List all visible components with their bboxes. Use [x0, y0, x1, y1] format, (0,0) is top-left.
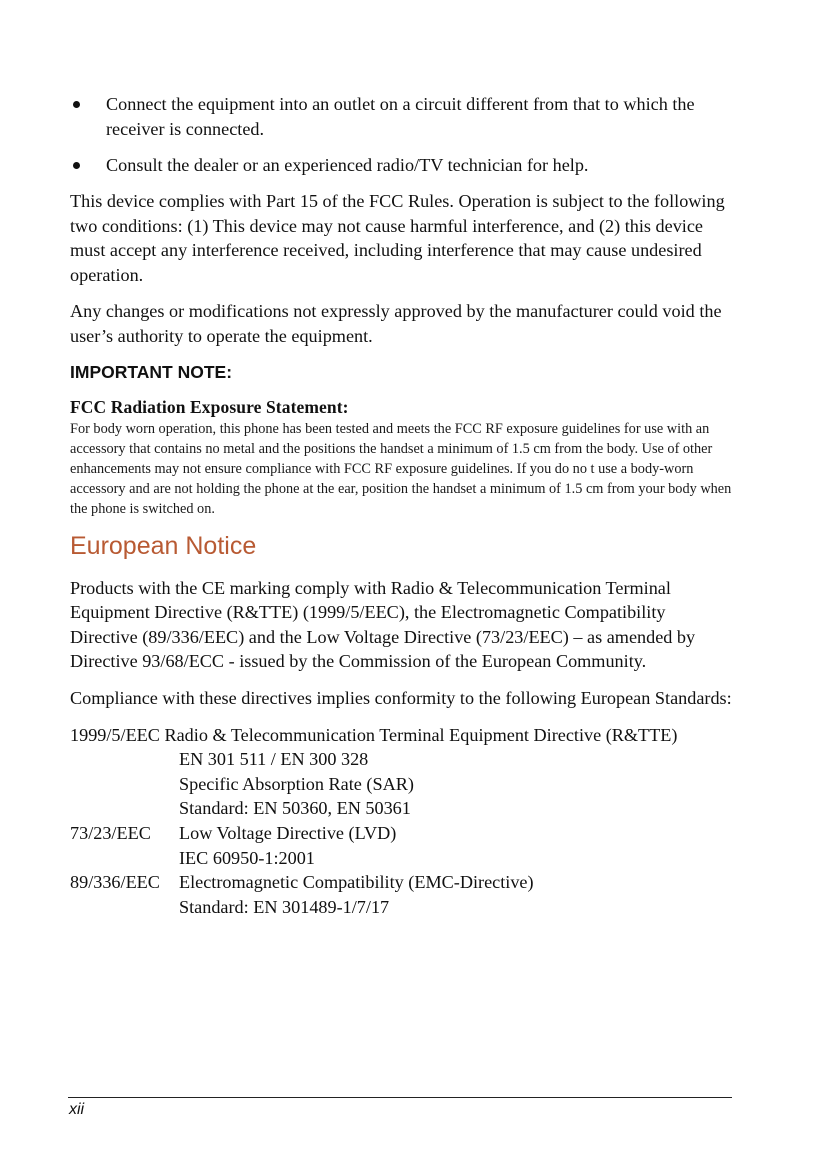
bullet-icon	[73, 162, 80, 169]
interference-suggestions-list	[70, 92, 735, 178]
bullet-icon	[73, 101, 80, 108]
european-notice-paragraph: Products with the CE marking comply with Radio & Telecommunication Terminal Equipment Directive (R&TTE) (1999/5/EEC), the Electromagnetic Compatibility Directive (89/336/EEC) and the Low Voltage Directive (73/23/EEC) – as amended by Directive 93/68/ECC - issued by the Commission of the European Community.	[70, 577, 696, 672]
rtte-detail: EN 301 511 / EN 300 328	[179, 749, 369, 770]
list-item-text: Consult the dealer or an experienced radio/TV technician for help.	[106, 155, 589, 175]
standards-row	[70, 846, 735, 871]
standards-row	[70, 821, 735, 846]
modifications-paragraph: Any changes or modifications not expressly approved by the manufacturer could void the user’s authority to operate the equipment.	[70, 301, 722, 346]
emc-code: 89/336/EEC	[70, 872, 160, 893]
standards-code-spacer	[70, 747, 179, 772]
rtte-detail: Standard: EN 50360, EN 50361	[179, 798, 411, 819]
standards-intro-paragraph: Compliance with these directives implies conformity to the following European Standards:	[70, 687, 732, 708]
standards-code-spacer	[70, 772, 179, 797]
standards-code-spacer	[70, 846, 179, 871]
emc-detail: Standard: EN 301489-1/7/17	[179, 896, 390, 917]
standards-row	[70, 772, 735, 797]
emc-name: Electromagnetic Compatibility (EMC-Directive)	[179, 872, 534, 893]
list-item	[70, 153, 735, 178]
list-item	[70, 92, 735, 142]
list-item-text: Connect the equipment into an outlet on a circuit different from that to which the receiver is connected.	[106, 94, 695, 139]
fcc-compliance-paragraph: This device complies with Part 15 of the FCC Rules. Operation is subject to the following two conditions: (1) This device may not cause harmful interference, and (2) this device must accept any interference received, including interference that may cause undesired operation.	[70, 191, 725, 285]
standards-row	[70, 870, 735, 895]
footer-divider	[68, 1097, 732, 1098]
standards-row	[70, 796, 735, 821]
page-number: xii	[69, 1101, 85, 1118]
fcc-radiation-body: For body worn operation, this phone has been tested and meets the FCC RF exposure guidelines for use with an accessory that contains no metal and the positions the handset a minimum of 1.5 cm from the body. Use of other enhancements may not ensure compliance with FCC RF exposure guidelines. If you do no t use a body-worn accessory and are not holding the phone at the ear, position the handset a minimum of 1.5 cm from your body when the phone is switched on.	[70, 420, 732, 518]
lvd-code: 73/23/EEC	[70, 822, 151, 843]
rtte-directive-line: 1999/5/EEC Radio & Telecommunication Terminal Equipment Directive (R&TTE)	[70, 724, 678, 745]
european-notice-title: European Notice	[70, 531, 257, 560]
standards-code-spacer	[70, 796, 179, 821]
important-note-heading: IMPORTANT NOTE:	[70, 361, 233, 382]
standards-code-spacer	[70, 895, 179, 920]
rtte-detail: Specific Absorption Rate (SAR)	[179, 773, 414, 794]
standards-row	[70, 895, 735, 920]
fcc-radiation-heading: FCC Radiation Exposure Statement:	[70, 396, 349, 417]
lvd-detail: IEC 60950-1:2001	[179, 847, 315, 868]
standards-list	[70, 723, 735, 920]
document-page	[70, 92, 735, 919]
standards-row	[70, 747, 735, 772]
lvd-name: Low Voltage Directive (LVD)	[179, 822, 397, 843]
